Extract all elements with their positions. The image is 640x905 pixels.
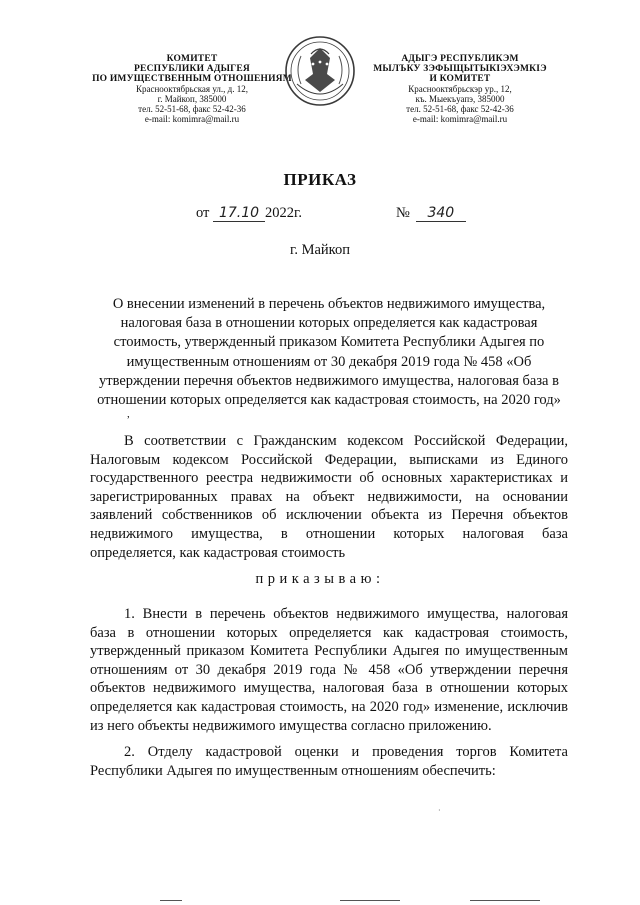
document-title: ПРИКАЗ [283, 170, 357, 189]
order-date [196, 205, 302, 222]
order-number [396, 205, 466, 222]
org-name-line: КОМИТЕТ [166, 54, 218, 64]
header-right [352, 54, 568, 124]
org-phone: тел. 52-51-68, факс 52-42-36 [406, 104, 514, 114]
org-name-line: РЕСПУБЛИКИ АДЫГЕЯ [134, 64, 250, 74]
number-label: № [396, 205, 410, 221]
org-city-zip: къ. Мыекъуапэ, 385000 [415, 94, 505, 104]
org-address: Краснооктябрьскэр ур., 12, [408, 84, 512, 94]
stray-mark: , [127, 408, 130, 420]
item-1-paragraph: 1. Внести в перечень объектов недвижимого имущества, налоговая база в отношении которых определяется как кадастровая стоимость, утвержденный приказом Комитета Республики Адыгея по имущественным отношениям от 30 декабря 2019 года № 458 «Об утверждении перечня объектов недвижимого имущества, налоговая база в отношении которых определяется как кадастровая стоимость, на 2020 год» изменение, исключив из него объекты недвижимого имущества согласно приложению. [90, 606, 568, 734]
org-city-zip: г. Майкоп, 385000 [157, 94, 227, 104]
org-name-line: МЫЛЪКУ ЗЭФЫЩЫТЫКІЭХЭМКІЭ [373, 64, 547, 74]
handwritten-number: 340 [416, 205, 466, 222]
org-name-line: АДЫГЭ РЕСПУБЛИКЭМ [401, 54, 519, 64]
scan-edge-mark [470, 900, 540, 901]
decree-word: приказываю: [255, 571, 385, 587]
handwritten-date: 17.10 [213, 205, 265, 222]
org-name-line: И КОМИТЕТ [429, 74, 491, 84]
scan-speck: · [438, 806, 441, 815]
order-subject: О внесении изменений в перечень объектов недвижимого имущества, налоговая база в отношении которых определяется как кадастровая стоимость, утвержденный приказом Комитета Республики Адыгея по имущественным отношениям от 30 декабря 2019 года № 458 «Об утверждении перечня объектов недвижимого имущества, налоговая база в отношении которых определяется как кадастровая стоимость, на 2020 год» [97, 296, 561, 409]
item-2-paragraph: 2. Отделу кадастровой оценки и проведения торгов Комитета Республики Адыгея по имущественным отношениям обеспечить: [90, 744, 568, 779]
org-email: e-mail: komimra@mail.ru [412, 114, 508, 124]
header-left [78, 54, 306, 124]
org-phone: тел. 52-51-68, факс 52-42-36 [138, 104, 246, 114]
org-name-line: ПО ИМУЩЕСТВЕННЫМ ОТНОШЕНИЯМ [92, 74, 292, 84]
org-address: Краснооктябрьская ул., д. 12, [136, 84, 248, 94]
document-city: г. Майкоп [290, 242, 350, 258]
preamble-paragraph: В соответствии с Гражданским кодексом Российской Федерации, Налоговым кодексом Российской Федерации, выписками из Единого государственного реестра недвижимости об основных характеристиках и зарегистрированных правах на объект недвижимости, на основании заявлений собственников об исключении объекта из Перечня объектов недвижимого имущества, в отношении которых налоговая база определяется, как кадастровая стоимость [90, 433, 568, 561]
date-suffix: 2022г. [265, 205, 302, 221]
scan-edge-mark [160, 900, 182, 901]
org-email: e-mail: komimra@mail.ru [144, 114, 240, 124]
coat-of-arms-emblem [283, 34, 357, 108]
scan-edge-mark [340, 900, 400, 901]
date-prefix: от [196, 205, 210, 221]
